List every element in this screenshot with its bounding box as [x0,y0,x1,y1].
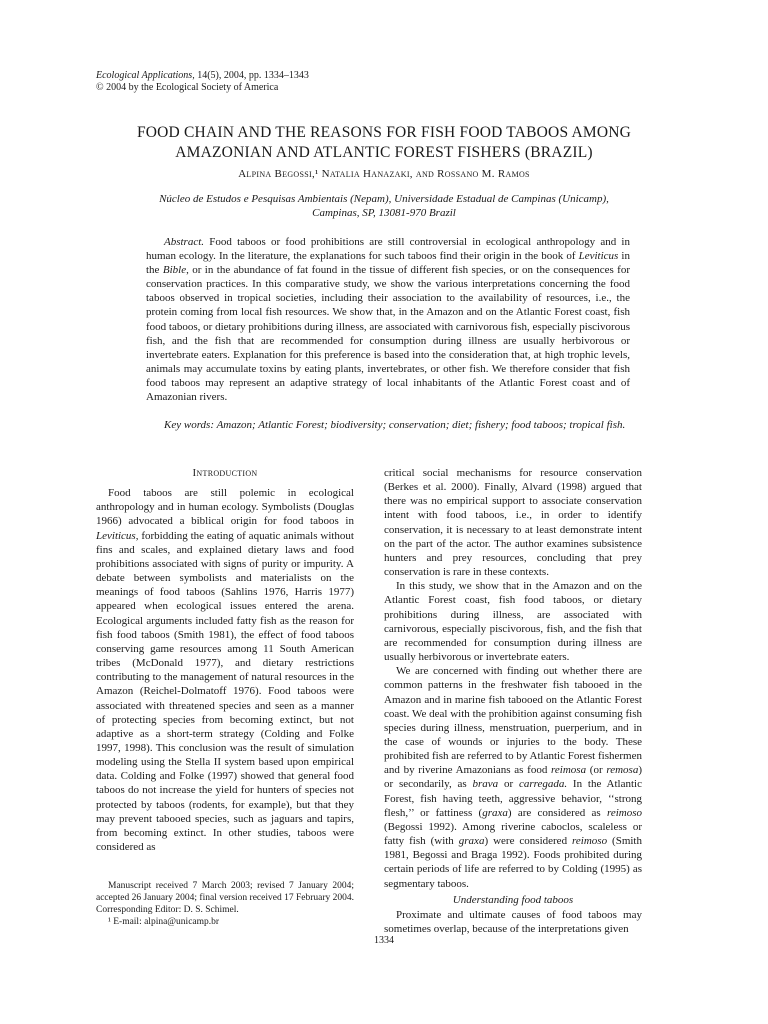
manuscript-note: Manuscript received 7 March 2003; revised 7 January 2004; accepted 26 January 2004; final version received 17 February 2004. Corresponding Editor: D. S. Schimel. [96,881,354,915]
email-note: ¹ E-mail: alpina@unicamp.br [108,917,220,927]
term-graxa: graxa [482,806,508,819]
intro-paragraph-1 [96,486,354,854]
subheading-understanding: Understanding food taboos [452,893,574,906]
abstract [146,235,630,404]
right-paragraph-4: Proximate and ultimate causes of food taboos may sometimes overlap, because of the interpretations given [384,908,642,935]
p3-text-a: We are concerned with finding out whether there are common patterns in the freshwater fish tabooed in the Amazon and in marine fish tabooed on the Atlantic Forest coast. We deal with the prohibition against consuming fish species during illness, menstruation, puerperium, and in the case of wounds or injuries to the body. These prohibited fish are referred to by Atlantic Forest fishermen and by riverine Amazonians as food [384,665,642,777]
p3-text-f: ) are considered as [507,806,607,819]
p3-text-d: or [498,778,519,791]
p3-text-i: (Smith 1981, Begossi and Braga 1992). Foods prohibited during certain periods of life are referred to by Colding (1995) as segmentary taboos. [384,835,642,890]
affiliation [110,192,658,220]
abstract-leviticus: Leviticus [578,250,619,263]
abstract-text-3: , or in the abundance of fat found in the tissue of different fish species, or on the consequences for conservation practices. In this comparative study, we show the various interpretations concerning the food taboos observed in tropical societies, including their association to the availability of resources, i.e., the protein coming from local fish resources. We show that, in the Amazon and on the Atlantic Forest coast, fish food taboos, or dietary prohibitions during illness, are associated with carnivorous fish, especially piscivorous fish, and the fish that are recommended for consumption during illness are usually herbivorous or invertebrate eaters. Explanation for this preference is based into the consideration that, at high trophic levels, animals may accumulate toxins by eating plants, invertebrates, or other fish. We therefore consider that fish food taboos may represent an adaptive strategy of local inhabitants of the Atlantic Forest coast and of Amazonian rivers. [146,264,630,404]
term-carregada: carregada. [518,778,568,791]
keywords-label: Key words: [164,419,215,431]
footnote [96,880,354,928]
keywords [146,418,630,432]
abstract-text-2: in the [146,250,630,277]
term-reimoso: reimoso [606,806,643,819]
intro-leviticus: Leviticus [96,529,136,542]
right-paragraph-2: In this study, we show that in the Amazon and on the Atlantic Forest coast, fish food taboos, or dietary prohibitions during illness, are associated with carnivorous, especially piscivorous, fish, and the fish that are recommended for consumption during illness are usually herbivorous or invertebrate eaters. [384,580,642,664]
abstract-text-1: Food taboos or food prohibitions are still controversial in ecological anthropology and in human ecology. In the literature, the explanations for such taboos find their origin in the book of [146,236,630,263]
p3-text-e: In the Atlantic Forest, fish having teeth, aggressive behavior, ‘‘strong flesh,’’ or fattiness ( [384,778,642,819]
affiliation-line-2: Campinas, SP, 13081-970 Brazil [312,207,456,219]
keywords-text: Amazon; Atlantic Forest; biodiversity; conservation; diet; fishery; food taboos; tropical fish. [214,419,626,431]
right-paragraph-3 [384,664,642,891]
p3-text-h: ) were considered [484,835,573,848]
right-paragraph-1: critical social mechanisms for resource conservation (Berkes et al. 2000). Finally, Alvard (1998) argued that there was no empirical support to associate conservation intent with food taboos, i.e., in order to identify conservation, it is necessary to at least demonstrate intent on the part of the actor. The author examines subsistence hunters and prey resources, concluding that prey conservation is rare in these contexts. [384,467,642,579]
abstract-bible: Bible [162,264,187,277]
journal-name: Ecological Applications, [96,70,195,81]
journal-volume: 14(5), 2004, pp. 1334–1343 [194,70,309,81]
page-number: 1334 [374,935,394,946]
journal-header [96,70,309,94]
p3-text-c: ) or secondarily, as [384,764,642,791]
term-remosa: remosa [606,764,639,777]
left-column [96,466,354,854]
term-reimosa: reimosa [551,764,587,777]
copyright-line: © 2004 by the Ecological Society of America [96,82,279,93]
term-reimoso-2: reimoso [572,835,608,848]
article-title [96,123,672,163]
intro-text-a: Food taboos are still polemic in ecological anthropology and in human ecology. Symbolists (Douglas 1966) advocated a biblical origin for food taboos in [96,487,354,528]
title-line-2: AMAZONIAN AND ATLANTIC FOREST FISHERS (BRAZIL) [175,144,593,161]
abstract-lead: Abstract. [164,236,205,248]
affiliation-line-1: Núcleo de Estudos e Pesquisas Ambientais (Nepam), Universidade Estadual de Campinas (Unicamp), [159,193,609,205]
intro-text-b: , forbidding the eating of aquatic animals without fins and scales, and explained dietary laws and food prohibitions associated with signs of purity or impurity. A debate between symbolists and materialists on the meanings of food taboos (Sahlins 1976, Harris 1977) appeared when ecological issues entered the arena. Ecological arguments included fatty fish as the reason for fish food taboos (Smith 1981), the effect of food taboos conserving game resources among 11 South American tribes (McDonald 1977), and dietary restrictions contributing to the management of natural resources in the Amazon (Reichel-Dolmatoff 1976). Food taboos were associated with threatened species and seen as a manner of protecting species from becoming extinct, but not adaptive as a short-term strategy (Colding and Folke 1997, 1998). This conclusion was the result of simulation modeling using the Stella II system based upon empirical data. Colding and Folke (1997) showed that general food taboos do not increase the yield for hunters of species not protected by taboos (rodents, for example), but that they may prevent tabooed species, such as jaguars and tapirs, from becoming extinct. In other studies, taboos were considered as [96,529,354,854]
p3-text-g: (Begossi 1992). Among riverine caboclos, scaleless or fatty fish (with [384,820,642,848]
section-heading-introduction: Introduction [192,467,258,479]
p3-text-b: (or [586,764,607,777]
title-line-1: FOOD CHAIN AND THE REASONS FOR FISH FOOD TABOOS AMONG [136,124,632,141]
term-brava: brava [472,778,499,791]
right-column [384,466,642,936]
term-graxa-2: graxa [458,835,485,848]
author-list: Alpina Begossi,¹ Natalia Hanazaki, and Rossano M. Ramos [238,168,530,180]
